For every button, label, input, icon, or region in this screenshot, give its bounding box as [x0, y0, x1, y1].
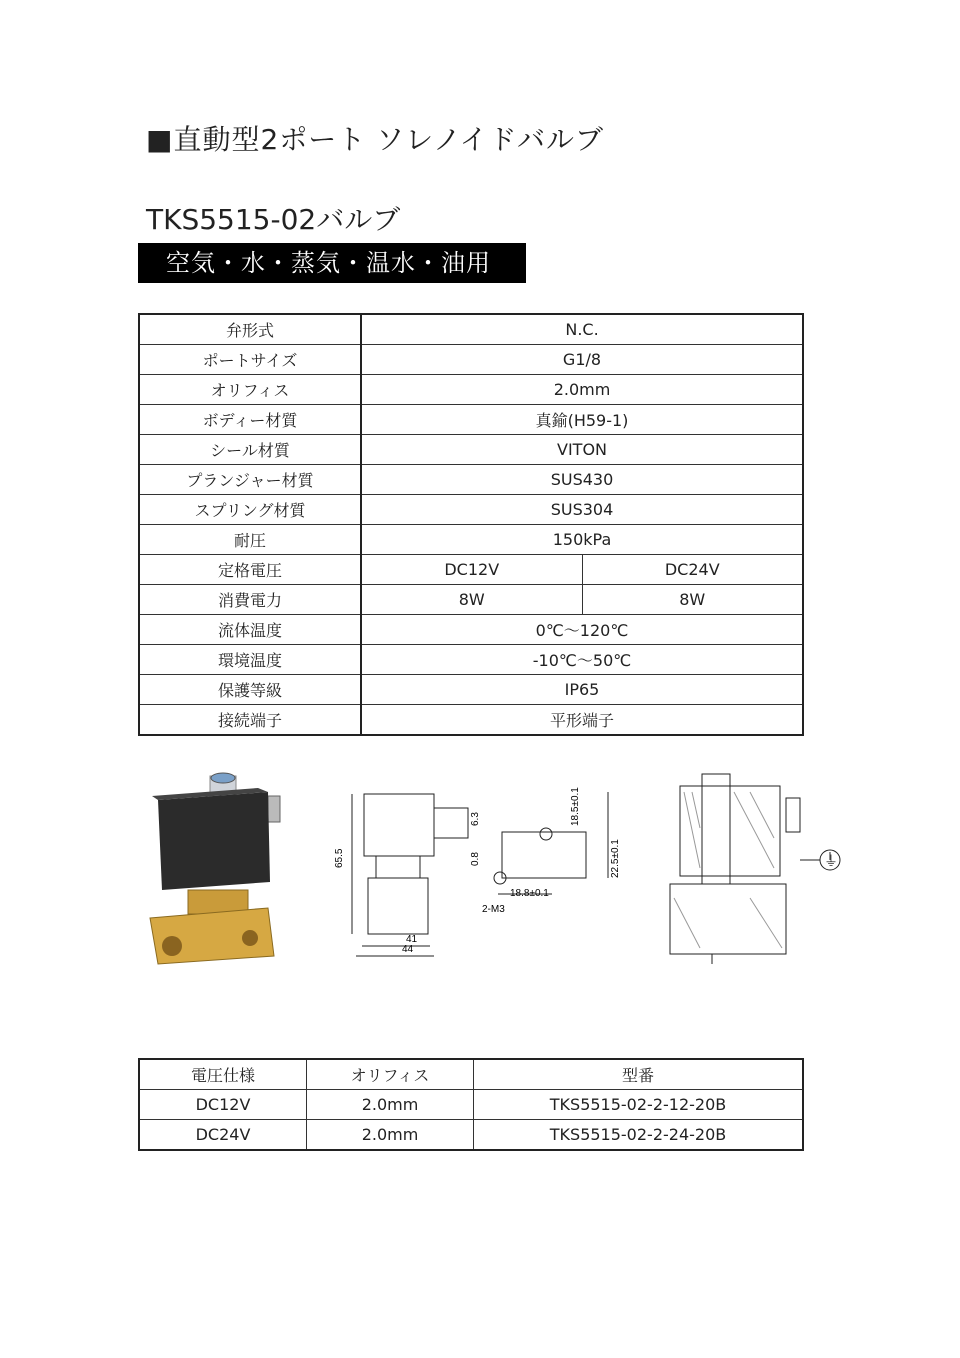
- table-row: プランジャー材質 SUS430: [139, 465, 803, 495]
- dim-41: 41: [406, 934, 418, 945]
- dimension-drawing: [332, 768, 622, 968]
- table-row: スプリング材質 SUS304: [139, 495, 803, 525]
- table-row: 耐圧 150kPa: [139, 525, 803, 555]
- dim-0-8: 0.8: [470, 852, 481, 866]
- table-row: オリフィス 2.0mm: [139, 375, 803, 405]
- dim-65-5: 65.5: [334, 848, 345, 868]
- table-row: ポートサイズ G1/8: [139, 345, 803, 375]
- ground-icon: ⏚: [824, 854, 838, 870]
- table-row: 接続端子 平形端子: [139, 705, 803, 736]
- model-name: TKS5515-02バルブ: [146, 203, 401, 236]
- table-row: 環境温度 -10℃～50℃: [139, 645, 803, 675]
- media-banner: 空気・水・蒸気・温水・油用: [138, 243, 526, 283]
- table-row: 流体温度 0℃～120℃: [139, 615, 803, 645]
- table-row: シール材質 VITON: [139, 435, 803, 465]
- dim-18-5: 18.5±0.1: [570, 787, 581, 826]
- table-row: DC24V 2.0mm TKS5515-02-2-24-20B: [139, 1120, 803, 1151]
- table-header-row: 電圧仕様 オリフィス 型番: [139, 1059, 803, 1090]
- dim-2-m3: 2-M3: [482, 904, 505, 915]
- dim-18-8: 18.8±0.1: [510, 888, 549, 899]
- table-row: DC12V 2.0mm TKS5515-02-2-12-20B: [139, 1090, 803, 1120]
- dim-22-5: 22.5±0.1: [610, 839, 621, 878]
- table-row: 保護等級 IP65: [139, 675, 803, 705]
- order-table: [138, 1058, 804, 1151]
- table-row: 弁形式 N.C.: [139, 314, 803, 345]
- dim-6-3: 6.3: [470, 812, 481, 826]
- page-title: ■直動型2ポート ソレノイドバルブ: [146, 123, 604, 156]
- dim-44: 44: [402, 944, 414, 955]
- spec-table: [138, 313, 804, 736]
- table-row: 定格電圧 DC12V DC24V: [139, 555, 803, 585]
- table-row: 消費電力 8W 8W: [139, 585, 803, 615]
- valve-photo: [140, 770, 300, 970]
- cross-section-drawing: [660, 768, 846, 972]
- table-row: ボディー材質 真鍮(H59-1): [139, 405, 803, 435]
